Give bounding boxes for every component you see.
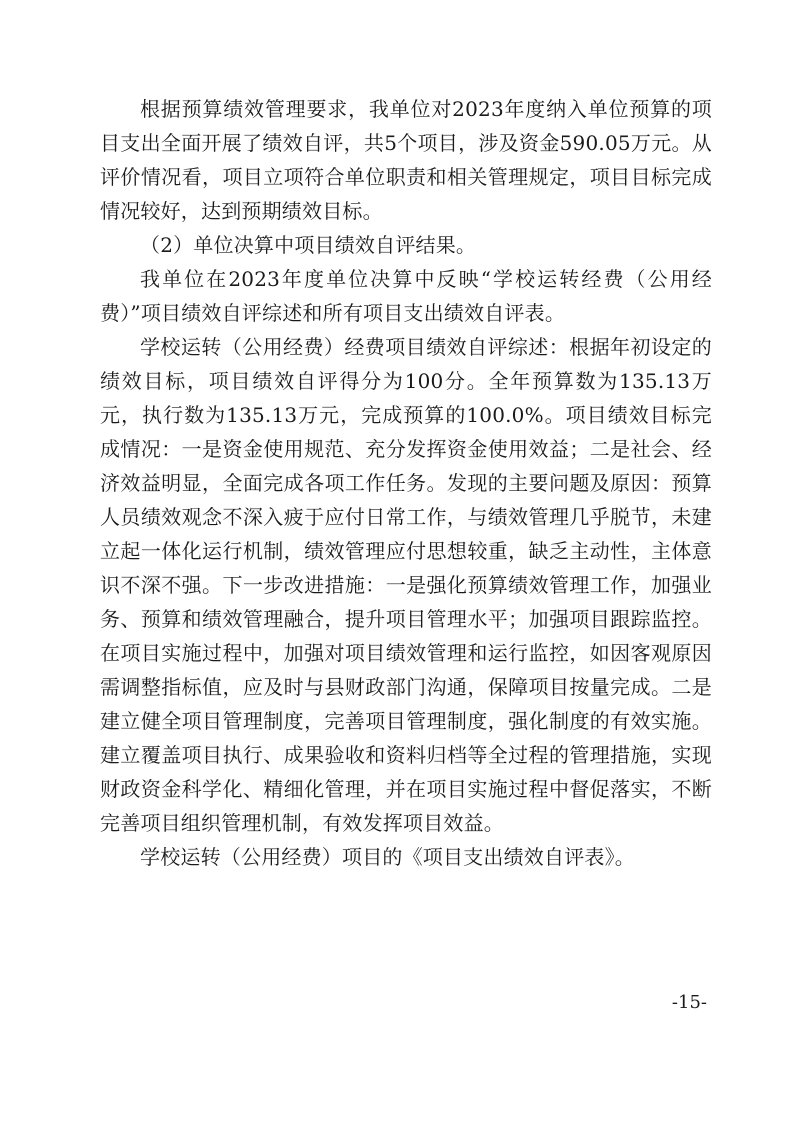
paragraph-self-evaluation-table: 学校运转（公用经费）项目的《项目支出绩效自评表》。 [140, 845, 635, 869]
paragraph-final-accounts: 我单位在2023年度单位决算中反映“学校运转经费（公用经费）”项目绩效自评综述和所有项目支出绩效自评表。 [100, 267, 712, 325]
paragraph-section-heading: （2）单位决算中项目绩效自评结果。 [140, 233, 477, 257]
paragraph-project-summary: 学校运转（公用经费）经费项目绩效自评综述：根据年初设定的绩效目标，项目绩效自评得分为100分。全年预算数为135.13万元，执行数为135.13万元，完成预算的100.0%。项目绩效目标完成情况：一是资金使用规范、充分发挥资金使用效益；二是社会、经济效益明显，全面完成各项工作任务。发现的主要问题及原因：预算人员绩效观念不深入疲于应付日常工作，与绩效管理几乎脱节，未建立起一体化运行机制，绩效管理应付思想较重，缺乏主动性，主体意识不深不强。下一步改进措施：一是强化预算绩效管理工作，加强业务、预算和绩效管理融合，提升项目管理水平；加强项目跟踪监控。在项目实施过程中，加强对项目绩效管理和运行监控，如因客观原因需调整指标值，应及时与县财政部门沟通，保障项目按量完成。二是建立健全项目管理制度，完善项目管理制度，强化制度的有效实施。建立覆盖项目执行、成果验收和资料归档等全过程的管理措施，实现财政资金科学化、精细化管理，并在项目实施过程中督促落实，不断完善项目组织管理机制，有效发挥项目效益。 [100, 335, 712, 835]
document-body [100, 92, 712, 874]
paragraph-budget-overview: 根据预算绩效管理要求，我单位对2023年度纳入单位预算的项目支出全面开展了绩效自评，共5个项目，涉及资金590.05万元。从评价情况看，项目立项符合单位职责和相关管理规定，项目目标完成情况较好，达到预期绩效目标。 [100, 97, 712, 223]
page-number: -15- [671, 992, 707, 1013]
